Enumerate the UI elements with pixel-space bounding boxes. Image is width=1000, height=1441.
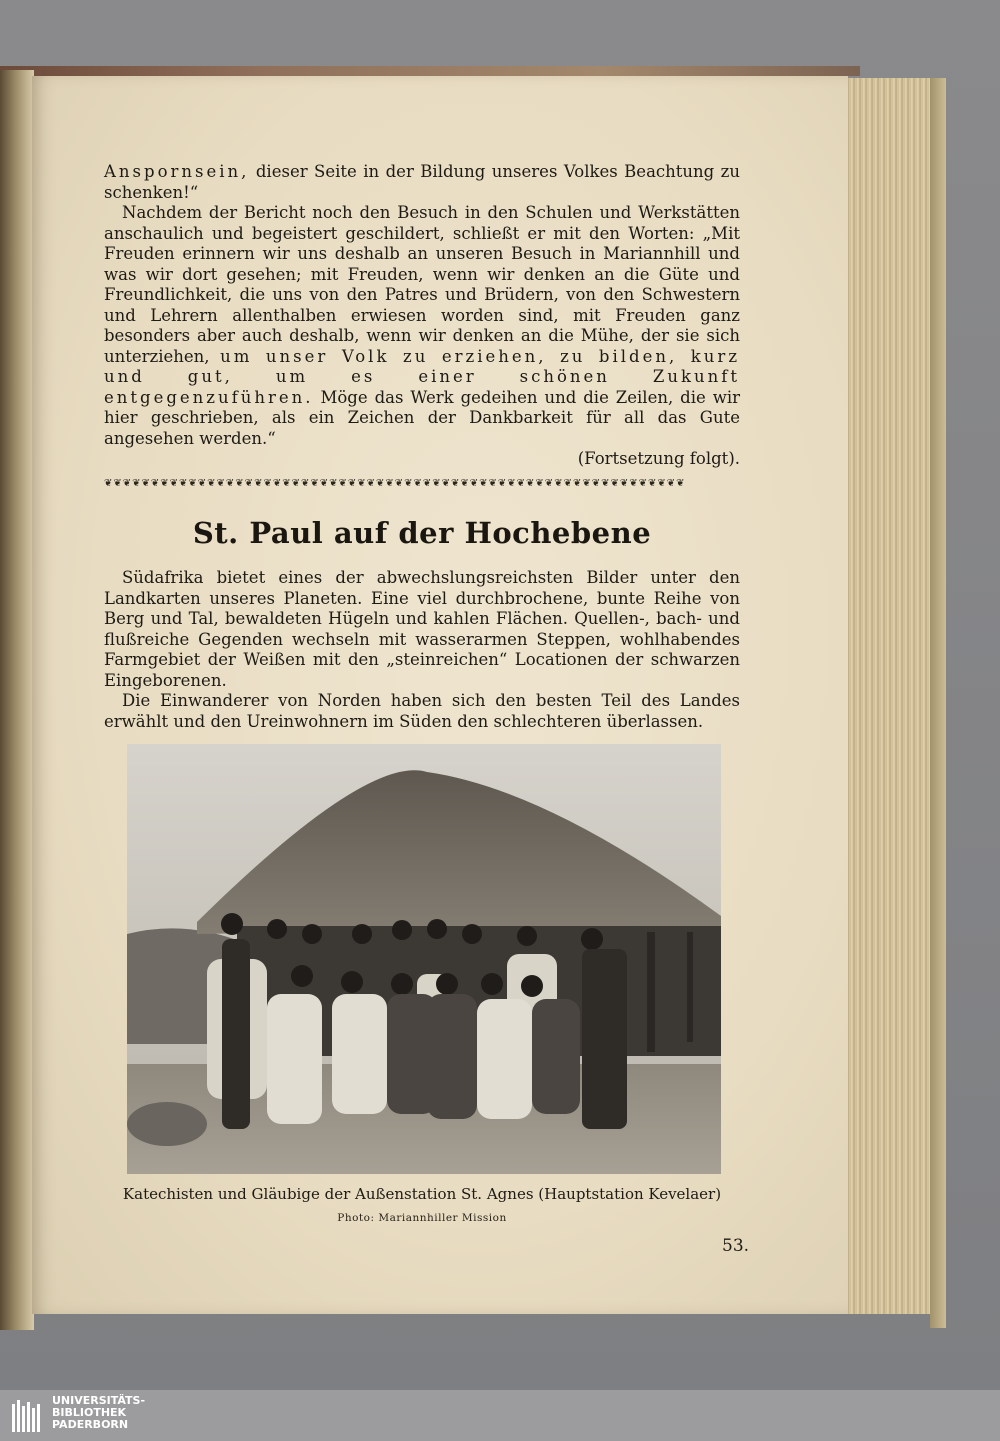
article-title: St. Paul auf der Hochebene <box>192 516 652 550</box>
library-name-line: UNIVERSITÄTS- <box>52 1394 146 1407</box>
library-name-line: PADERBORN <box>52 1418 129 1431</box>
photo-credit: Photo: Mariannhiller Mission <box>337 1212 507 1224</box>
emphasized-text: Anspornsein, <box>104 162 250 181</box>
library-logo-icon <box>10 1398 46 1434</box>
page-stack-edge <box>844 78 938 1314</box>
text-span: dieser Seite in der Bildung unseres Volkes Beachtung zu schenken!“ <box>104 162 740 202</box>
ornament-divider: ❦❦❦❦❦❦❦❦❦❦❦❦❦❦❦❦❦❦❦❦❦❦❦❦❦❦❦❦❦❦❦❦❦❦❦❦❦❦❦❦❦❦❦❦❦❦❦❦❦❦❦❦❦❦❦❦❦❦❦❦❦❦ <box>104 479 686 489</box>
group-photo <box>127 744 721 1174</box>
emphasized-text: um unser Volk zu erziehen, zu bilden, kurz und gut, um es einer schönen Zukunft entgegenzuführen. <box>104 346 741 407</box>
report-conclusion <box>104 162 740 470</box>
group-photo-image <box>127 744 721 1174</box>
book-cover-edge <box>930 78 946 1328</box>
library-name-line: BIBLIOTHEK <box>52 1406 127 1419</box>
text-span: Möge das Werk gedeihen und die Zeilen, die wir hier geschrieben, als ein Zeichen der Dankbarkeit für all das Gute angesehen werden.“ <box>104 387 740 448</box>
continued-note: (Fortsetzung folgt). <box>577 449 740 468</box>
text-span: Nachdem der Bericht noch den Besuch in den Schulen und Werkstätten anschaulich und begeistert geschildert, schließt er mit den Worten: „Mit Freuden erinnern wir uns deshalb an unseren Besuch in Mariannhill und was wir dort gesehen; mit Freuden, wenn wir denken an die Güte und Freundlichkeit, die uns von den Patres und Brüdern, von den Schwestern und Lehrern allenthalben erwiesen worden sind, mit Freuden ganz besonders aber auch deshalb, wenn wir denken an die Mühe, der sie sich unterziehen, <box>104 203 740 366</box>
page-number: 53. <box>722 1236 750 1256</box>
photo-caption: Katechisten und Gläubige der Außenstation St. Agnes (Hauptstation Kevelaer) <box>122 1185 722 1203</box>
book-top-edge <box>0 66 860 76</box>
article-body <box>104 568 740 732</box>
library-name <box>52 1395 145 1431</box>
article-paragraph: Die Einwanderer von Norden haben sich den besten Teil des Landes erwählt und den Ureinwohnern im Süden den schlechteren überlassen. <box>104 691 740 731</box>
library-footer <box>0 1390 1000 1441</box>
article-paragraph: Südafrika bietet eines der abwechslungsreichsten Bilder unter den Landkarten unseres Planeten. Eine viel durchbrochene, bunte Reihe von Berg und Tal, bewaldeten Hügeln und kahlen Flächen. Quellen-, bach- und flußreiche Gegenden wechseln mit wasserarmen Steppen, wohlhabendes Farmgebiet der Weißen mit den „steinreichen“ Locationen der schwarzen Eingeborenen. <box>104 568 740 690</box>
book-spine <box>0 70 34 1330</box>
